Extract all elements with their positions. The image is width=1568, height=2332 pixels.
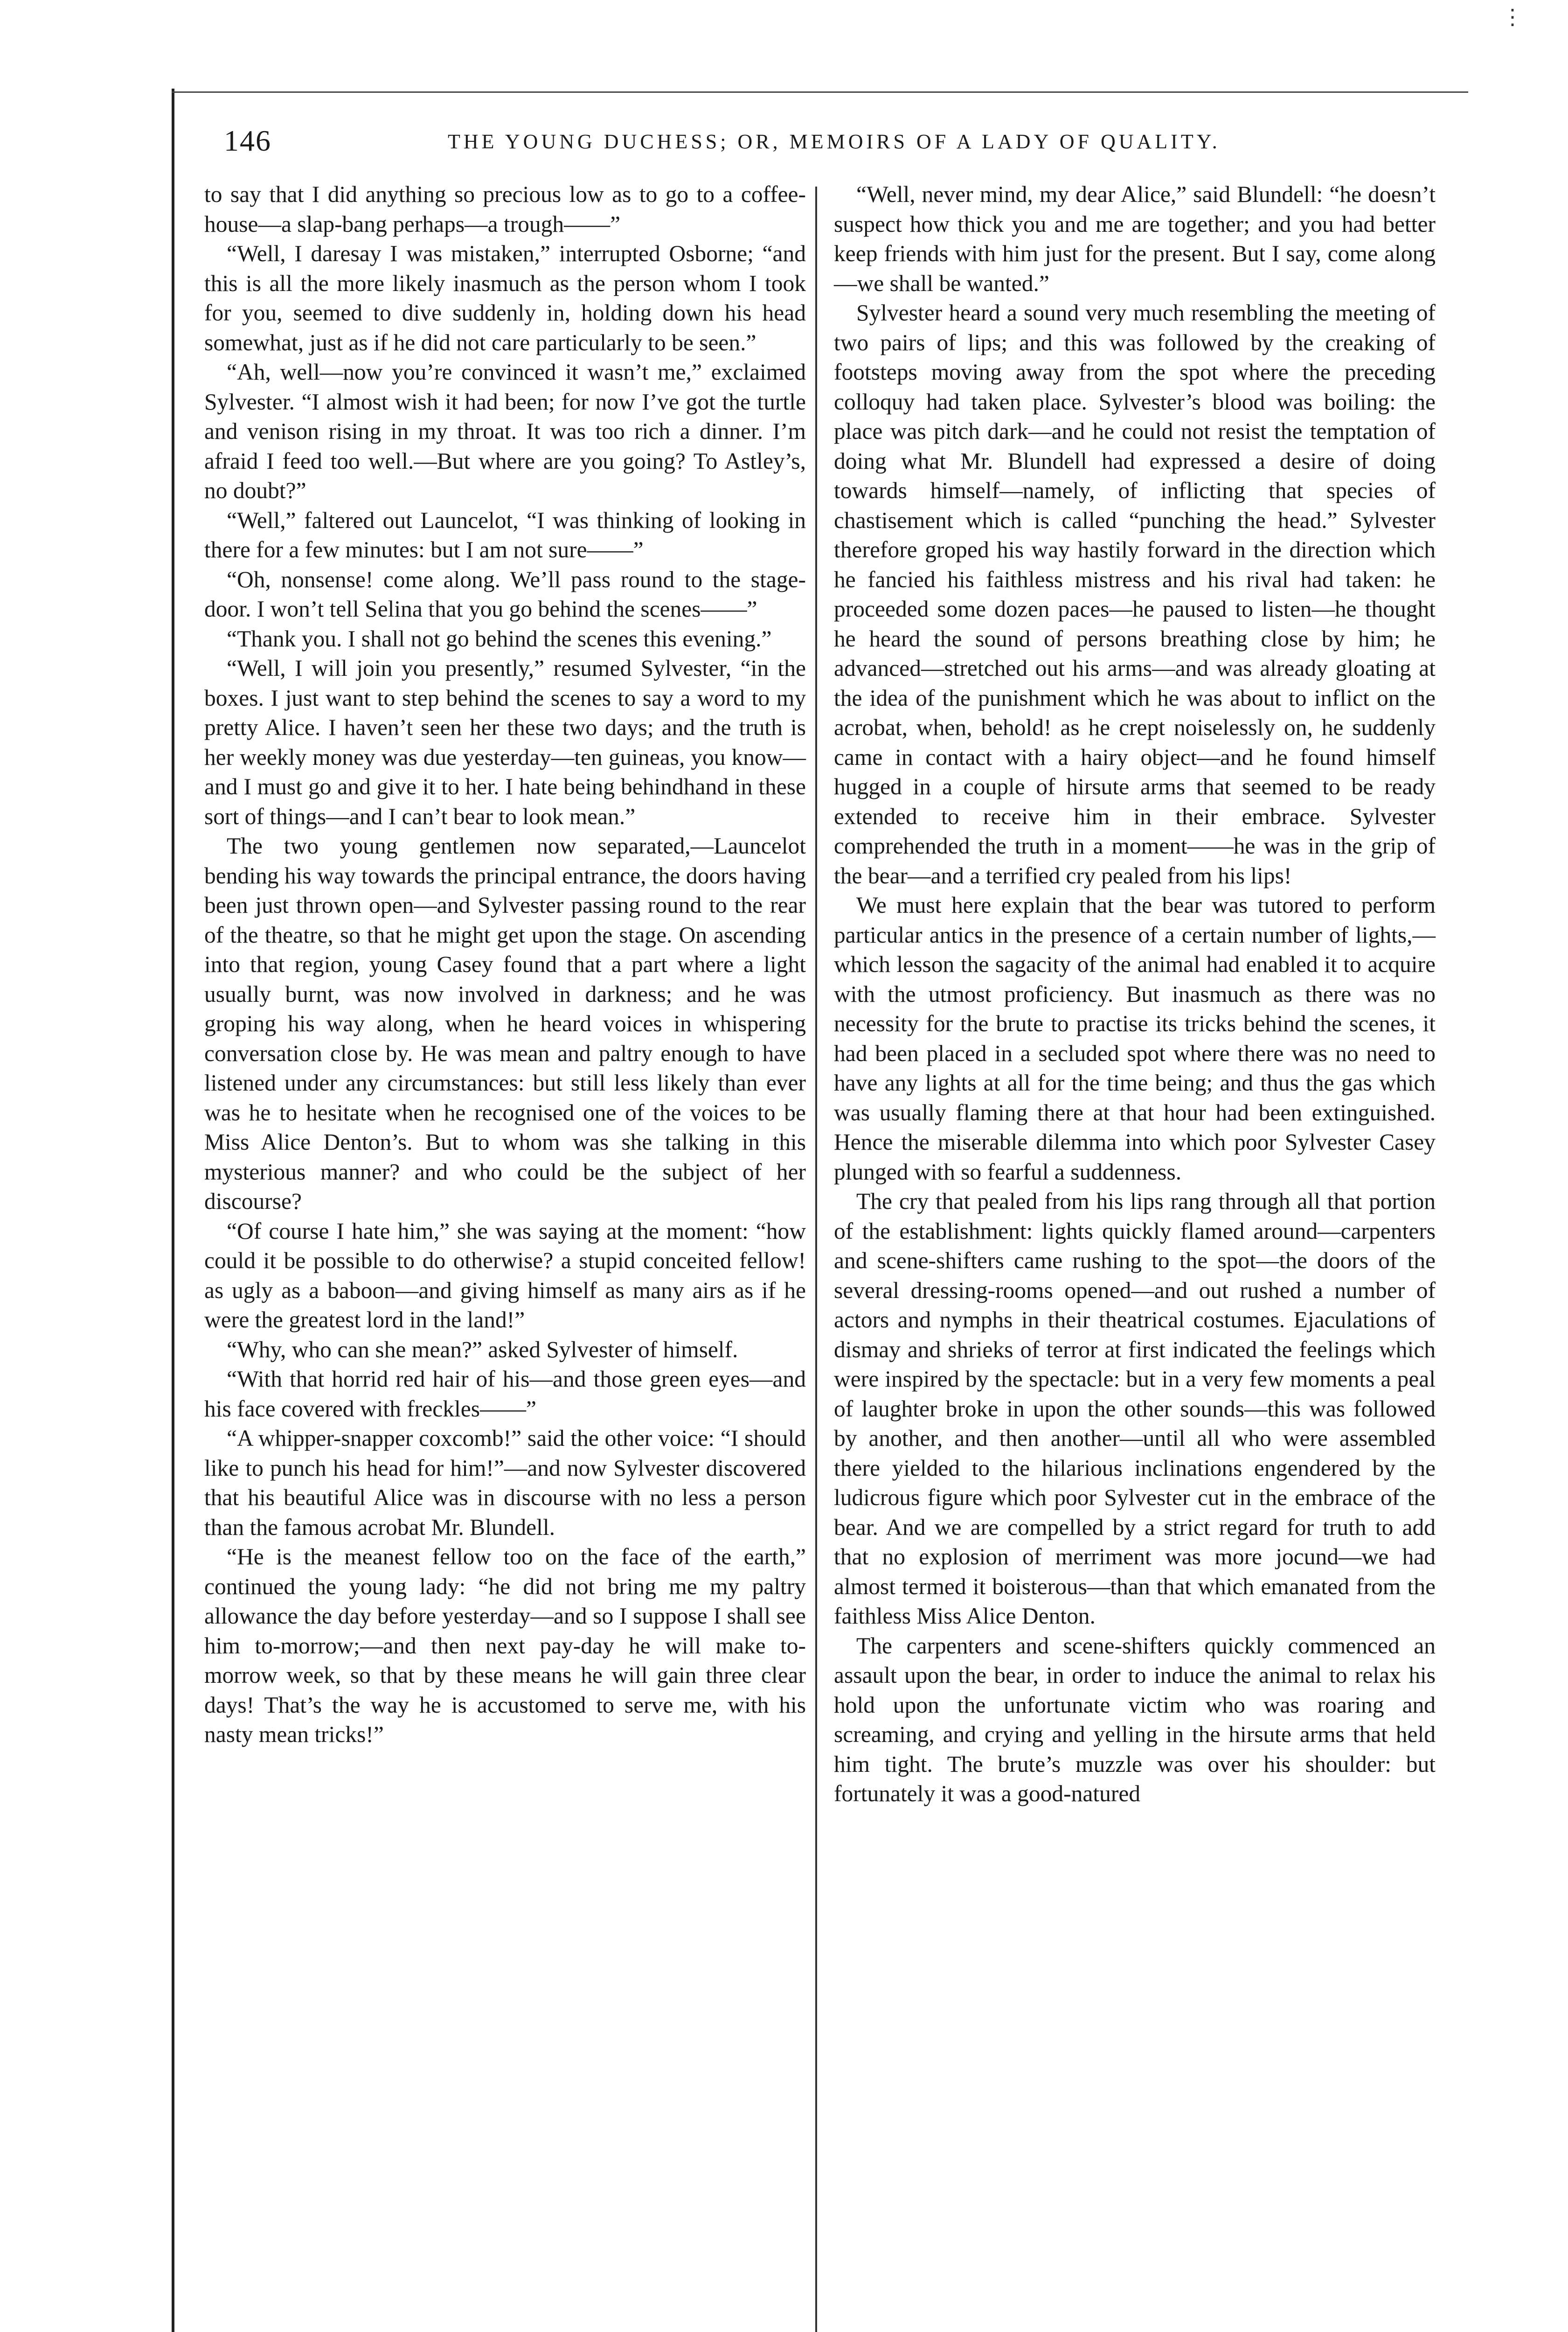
paragraph: “A whipper-snapper coxcomb!” said the other voice: “I should like to punch his head for him!”—and now Sylvester discovered that his beautiful Alice was in discourse with no less a person than the famous acrobat Mr. Blundell. bbox=[204, 1425, 806, 1540]
paragraph: “Well, I daresay I was mistaken,” interrupted Osborne; “and this is all the more likely inasmuch as the person whom I took for you, seemed to dive suddenly in, holding down his head somewhat, just as if he did not care particularly to be seen.” bbox=[204, 241, 806, 355]
paragraph: “Oh, nonsense! come along. We’ll pass round to the stage-door. I won’t tell Selina that you go behind the scenes——” bbox=[204, 566, 806, 622]
header-rule bbox=[172, 91, 1468, 93]
paragraph: “Ah, well—now you’re convinced it wasn’t me,” exclaimed Sylvester. “I almost wish it had been; for now I’ve got the turtle and venison rising in my throat. It was too rich a dinner. I’m afraid I feed too well.—But where are you going? To Astley’s, no doubt?” bbox=[204, 359, 806, 503]
paragraph: “He is the meanest fellow too on the face of the earth,” continued the young lady: “he did not bring me my paltry allowance the day before yesterday—and so I suppose I shall see him to-morrow;—and then next pay-day he will make to-morrow week, so that by these means he will gain three clear days! That’s the way he is accustomed to serve me, with his nasty mean tricks!” bbox=[204, 1544, 806, 1747]
left-border-rule bbox=[172, 89, 174, 2332]
paragraph: “Why, who can she mean?” asked Sylvester of himself. bbox=[227, 1336, 738, 1362]
paragraph: “Thank you. I shall not go behind the scenes this evening.” bbox=[227, 625, 772, 652]
column-divider bbox=[815, 187, 817, 2332]
paragraph: The two young gentlemen now separated,—Launcelot bending his way towards the principal entrance, the doors having been just thrown open—and Sylvester passing round to the rear of the theatre, so that he might get upon the stage. On ascending into that region, young Casey found that a part where a light usually burnt, was now involved in darkness; and he was groping his way along, when he heard voices in whispering conversation close by. He was mean and paltry enough to have listened under any circumstances: but still less likely than ever was he to hesitate when he recognised one of the voices to be Miss Alice Denton’s. But to whom was she talking in this mysterious manner? and who could be the subject of her discourse? bbox=[204, 833, 806, 1214]
page-number: 146 bbox=[224, 124, 271, 157]
paragraph: “Of course I hate him,” she was saying at the moment: “how could it be possible to do otherwise? a stupid conceited fellow! as ugly as a baboon—and giving himself as many airs as if he were the greatest lord in the land!” bbox=[204, 1218, 806, 1333]
paragraph: “Well, I will join you presently,” resumed Sylvester, “in the boxes. I just want to step behind the scenes to say a word to my pretty Alice. I haven’t seen her these two days; and the truth is her weekly money was due yesterday—ten guineas, you know—and I must go and give it to her. I hate being behindhand in these sort of things—and I can’t bear to look mean.” bbox=[204, 655, 806, 829]
paragraph: “Well, never mind, my dear Alice,” said Blundell: “he doesn’t suspect how thick you and me are together; and you had better keep friends with him just for the present. But I say, come along—we shall be wanted.” bbox=[834, 181, 1436, 296]
paragraph: “With that horrid red hair of his—and those green eyes—and his face covered with freckles——” bbox=[204, 1366, 806, 1422]
paragraph: “Well,” faltered out Launcelot, “I was thinking of looking in there for a few minutes: but I am not sure——” bbox=[204, 507, 806, 562]
running-head: THE YOUNG DUCHESS; OR, MEMOIRS OF A LADY OF QUALITY. bbox=[448, 130, 1221, 153]
left-column bbox=[204, 180, 806, 1749]
right-column bbox=[834, 180, 1436, 1809]
corner-mark: ⋮ bbox=[1502, 5, 1523, 29]
paragraph: We must here explain that the bear was tutored to perform particular antics in the presence of a certain number of lights,—which lesson the sagacity of the animal had enabled it to acquire with the utmost proficiency. But inasmuch as there was no necessity for the brute to practise its tricks behind the scenes, it had been placed in a secluded spot where there was no need to have any lights at all for the time being; and thus the gas which was usually flaming there at that hour had been extinguished. Hence the miserable dilemma into which poor Sylvester Casey plunged with so fearful a suddenness. bbox=[834, 892, 1436, 1185]
paragraph: The carpenters and scene-shifters quickly commenced an assault upon the bear, in order to induce the animal to relax his hold upon the unfortunate victim who was roaring and screaming, and crying and yelling in the hirsute arms that held him tight. The brute’s muzzle was over his shoulder: but fortunately it was a good-natured bbox=[834, 1632, 1436, 1806]
paragraph: Sylvester heard a sound very much resembling the meeting of two pairs of lips; and this was followed by the creaking of footsteps moving away from the spot where the preceding colloquy had taken place. Sylvester’s blood was boiling: the place was pitch dark—and he could not resist the temptation of doing what Mr. Blundell had expressed a desire of doing towards himself—namely, of inflicting that species of chastisement which is called “punching the head.” Sylvester therefore groped his way hastily forward in the direction which he fancied his faithless mistress and his rival had taken: he proceeded some dozen paces—he paused to listen—he thought he heard the sound of persons breathing close by him; he advanced—stretched out his arms—and was already gloating at the idea of the punishment which he was about to inflict on the acrobat, when, behold! as he crept noiselessly on, he suddenly came in contact with a hairy object—and he found himself hugged in a couple of hirsute arms that seemed to be ready extended to receive him in their embrace. Sylvester comprehended the truth in a moment——he was in the grip of the bear—and a terrified cry pealed from his lips! bbox=[834, 300, 1436, 888]
paragraph: to say that I did anything so precious low as to go to a coffee-house—a slap-bang perhaps—a trough——” bbox=[204, 181, 806, 237]
paragraph: The cry that pealed from his lips rang through all that portion of the establishment: lights quickly flamed around—carpenters and scene-shifters came rushing to the spot—the doors of the several dressing-rooms opened—and out rushed a number of actors and nymphs in their theatrical costumes. Ejaculations of dismay and shrieks of terror at first indicated the feelings which were inspired by the spectacle: but in a very few moments a peal of laughter broke in upon the other sounds—this was followed by another, and then another—until all who were assembled there yielded to the hilarious inclinations engendered by the ludicrous figure which poor Sylvester cut in the embrace of the bear. And we are compelled by a strict regard for truth to add that no explosion of merriment was more jocund—we had almost termed it boisterous—than that which emanated from the faithless Miss Alice Denton. bbox=[834, 1188, 1436, 1629]
